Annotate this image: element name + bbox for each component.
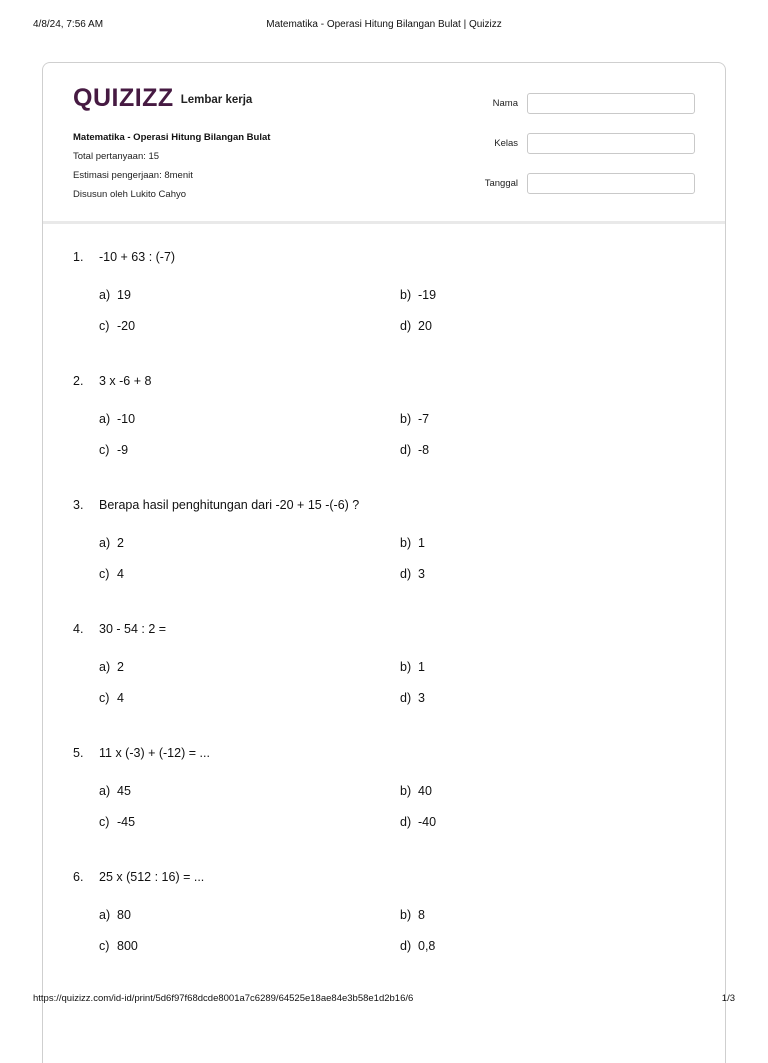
student-fields xyxy=(485,91,695,211)
option-letter: b) xyxy=(400,288,412,302)
question-text: Berapa hasil penghitungan dari -20 + 15 -(-6) ? xyxy=(99,498,360,512)
class-field[interactable] xyxy=(527,133,695,154)
option-letter: c) xyxy=(99,319,110,333)
question-number: 2. xyxy=(73,374,84,388)
option-text: 1 xyxy=(418,660,425,674)
option-letter: a) xyxy=(99,412,111,426)
quizizz-logo: QUIZIZZ xyxy=(73,84,174,112)
option-d xyxy=(400,815,436,829)
name-field-row xyxy=(485,91,695,115)
option-letter: d) xyxy=(400,319,412,333)
page-number: 1/3 xyxy=(721,993,735,1004)
option-letter: d) xyxy=(400,691,412,705)
total-questions: Total pertanyaan: 15 xyxy=(73,151,160,162)
option-text: -45 xyxy=(117,815,136,829)
option-text: 3 xyxy=(418,691,425,705)
option-d xyxy=(400,939,435,953)
option-letter: a) xyxy=(99,288,111,302)
option-text: -8 xyxy=(418,443,430,457)
option-b xyxy=(400,908,425,922)
worksheet-card xyxy=(42,62,726,1063)
option-text: 0,8 xyxy=(418,939,436,953)
print-header xyxy=(0,0,768,40)
option-a xyxy=(99,412,135,426)
question-number: 1. xyxy=(73,250,84,264)
option-a xyxy=(99,660,124,674)
option-c xyxy=(99,939,138,953)
option-letter: d) xyxy=(400,567,412,581)
question-number: 6. xyxy=(73,870,84,884)
option-text: 80 xyxy=(117,908,131,922)
option-d xyxy=(400,319,432,333)
option-text: -40 xyxy=(418,815,437,829)
option-text: -7 xyxy=(418,412,430,426)
option-b xyxy=(400,784,432,798)
option-b xyxy=(400,536,425,550)
worksheet-label: Lembar kerja xyxy=(180,94,253,106)
print-page-title: Matematika - Operasi Hitung Bilangan Bulat | Quizizz xyxy=(266,19,502,30)
option-text: -9 xyxy=(117,443,129,457)
option-letter: c) xyxy=(99,815,110,829)
option-letter: b) xyxy=(400,908,412,922)
option-letter: d) xyxy=(400,815,412,829)
option-text: 1 xyxy=(418,536,425,550)
question-number: 4. xyxy=(73,622,84,636)
option-letter: b) xyxy=(400,536,412,550)
question-number: 3. xyxy=(73,498,84,512)
class-label: Kelas xyxy=(494,137,518,149)
option-text: -10 xyxy=(117,412,136,426)
name-field[interactable] xyxy=(527,93,695,114)
option-c xyxy=(99,815,135,829)
date-field-row xyxy=(485,171,695,195)
option-a xyxy=(99,908,131,922)
option-letter: c) xyxy=(99,939,110,953)
option-letter: d) xyxy=(400,443,412,457)
option-letter: a) xyxy=(99,908,111,922)
question-text: 25 x (512 : 16) = ... xyxy=(99,870,205,884)
brand-row xyxy=(73,86,252,111)
option-text: 2 xyxy=(117,660,124,674)
author: Disusun oleh Lukito Cahyo xyxy=(73,189,187,200)
option-letter: c) xyxy=(99,691,110,705)
date-label: Tanggal xyxy=(484,177,518,189)
option-letter: b) xyxy=(400,412,412,426)
option-d xyxy=(400,443,429,457)
option-c xyxy=(99,319,135,333)
option-text: 19 xyxy=(117,288,131,302)
option-d xyxy=(400,691,425,705)
question-text: -10 + 63 : (-7) xyxy=(99,250,176,264)
option-text: 800 xyxy=(117,939,138,953)
option-text: 20 xyxy=(418,319,432,333)
option-a xyxy=(99,536,124,550)
option-text: 8 xyxy=(418,908,425,922)
option-letter: a) xyxy=(99,536,111,550)
date-field[interactable] xyxy=(527,173,695,194)
option-text: 4 xyxy=(117,567,124,581)
question-text: 3 x -6 + 8 xyxy=(99,374,152,388)
estimated-time: Estimasi pengerjaan: 8menit xyxy=(73,170,193,181)
class-field-row xyxy=(485,131,695,155)
option-text: -19 xyxy=(418,288,437,302)
option-b xyxy=(400,660,425,674)
option-letter: c) xyxy=(99,443,110,457)
option-text: 4 xyxy=(117,691,124,705)
worksheet-title: Matematika - Operasi Hitung Bilangan Bulat xyxy=(73,132,271,143)
option-letter: a) xyxy=(99,784,111,798)
page-url: https://quizizz.com/id-id/print/5d6f97f68dcde8001a7c6289/64525e18ae84e3b58e1d2b16/6 xyxy=(33,993,414,1004)
option-a xyxy=(99,288,131,302)
worksheet-meta xyxy=(73,128,270,204)
option-a xyxy=(99,784,131,798)
question-text: 11 x (-3) + (-12) = ... xyxy=(99,746,210,760)
question-number: 5. xyxy=(73,746,84,760)
option-d xyxy=(400,567,425,581)
name-label: Nama xyxy=(492,97,518,109)
option-letter: b) xyxy=(400,784,412,798)
option-text: 3 xyxy=(418,567,425,581)
option-b xyxy=(400,288,436,302)
option-text: 45 xyxy=(117,784,131,798)
worksheet-header xyxy=(43,63,725,224)
option-c xyxy=(99,567,124,581)
option-c xyxy=(99,443,128,457)
option-text: 2 xyxy=(117,536,124,550)
option-letter: a) xyxy=(99,660,111,674)
option-text: -20 xyxy=(117,319,136,333)
option-letter: b) xyxy=(400,660,412,674)
option-letter: d) xyxy=(400,939,412,953)
option-text: 40 xyxy=(418,784,432,798)
question-text: 30 - 54 : 2 = xyxy=(99,622,167,636)
print-datetime: 4/8/24, 7:56 AM xyxy=(33,19,104,30)
option-b xyxy=(400,412,429,426)
option-letter: c) xyxy=(99,567,110,581)
option-c xyxy=(99,691,124,705)
